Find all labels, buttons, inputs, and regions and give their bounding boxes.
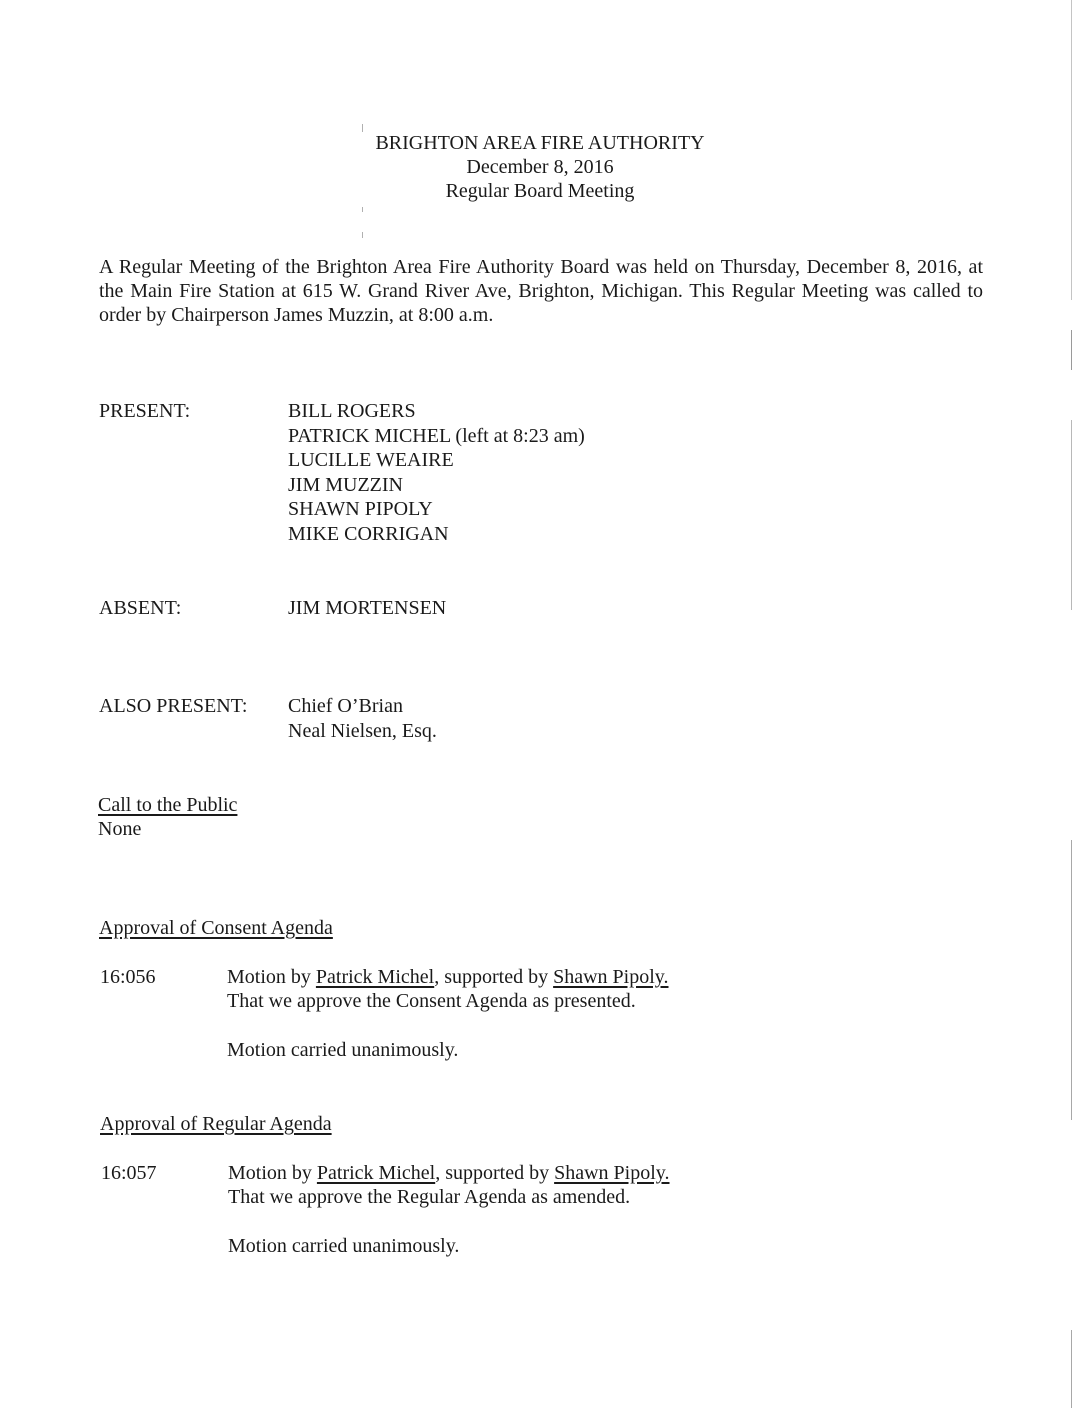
motion-resolution: That we approve the Regular Agenda as amended. — [228, 1186, 631, 1208]
support-prefix: , supported by — [435, 1162, 555, 1184]
absent-label: ABSENT: — [99, 597, 182, 619]
organization-title: BRIGHTON AREA FIRE AUTHORITY — [375, 132, 705, 154]
motion-result: Motion carried unanimously. — [227, 1039, 459, 1061]
meeting-date: December 8, 2016 — [466, 156, 614, 178]
motion-result: Motion carried unanimously. — [228, 1235, 460, 1257]
scan-edge — [1071, 1330, 1072, 1408]
scan-edge — [1071, 420, 1072, 610]
present-member: MIKE CORRIGAN — [288, 522, 449, 545]
scan-mark — [362, 124, 363, 132]
support-prefix: , supported by — [434, 966, 554, 988]
document-header — [320, 131, 760, 203]
motion-mover: Patrick Michel — [315, 966, 435, 988]
call-to-public-text: None — [98, 818, 142, 840]
motion-number: 16:057 — [101, 1162, 157, 1184]
scan-edge — [1071, 840, 1072, 1120]
motion-prefix: Motion by — [228, 1162, 317, 1184]
intro-paragraph: A Regular Meeting of the Brighton Area Fire Authority Board was held on Thursday, December 8, 2016, at the Main Fire Station at 615 W. Grand River Ave, Brighton, Michigan. This Regular Meeting was called to order by Chairperson James Muzzin, at 8:00 a.m. — [99, 256, 983, 326]
also-present-label: ALSO PRESENT: — [99, 695, 248, 717]
motion-supporter: Shawn Pipoly. — [554, 1162, 670, 1184]
present-member: JIM MUZZIN — [288, 473, 403, 496]
consent-agenda-heading: Approval of Consent Agenda — [99, 917, 333, 939]
motion-resolution: That we approve the Consent Agenda as presented. — [227, 990, 636, 1012]
also-present-member: Neal Nielsen, Esq. — [288, 719, 437, 742]
absent-member: JIM MORTENSEN — [288, 597, 447, 619]
present-member: BILL ROGERS — [288, 400, 416, 422]
present-member: LUCILLE WEAIRE — [288, 449, 454, 471]
motion-prefix: Motion by — [227, 966, 316, 988]
motion-statement — [228, 1161, 670, 1185]
present-member: PATRICK MICHEL (left at 8:23 am) — [288, 424, 585, 447]
motion-number: 16:056 — [100, 966, 156, 988]
scan-mark — [362, 232, 363, 238]
also-present-member: Chief O’Brian — [288, 695, 403, 717]
regular-agenda-heading: Approval of Regular Agenda — [100, 1113, 332, 1135]
motion-statement — [227, 965, 669, 989]
scan-edge — [1071, 330, 1072, 370]
scan-edge — [1071, 0, 1072, 300]
scan-mark — [362, 207, 363, 212]
absent-list — [288, 596, 446, 621]
also-present-list — [288, 694, 437, 743]
call-to-public-heading: Call to the Public — [98, 794, 238, 816]
present-member: SHAWN PIPOLY — [288, 498, 433, 520]
meeting-type: Regular Board Meeting — [445, 180, 635, 202]
motion-supporter: Shawn Pipoly. — [553, 966, 669, 988]
present-list — [288, 399, 585, 546]
present-label: PRESENT: — [99, 400, 191, 422]
motion-mover: Patrick Michel — [316, 1162, 436, 1184]
